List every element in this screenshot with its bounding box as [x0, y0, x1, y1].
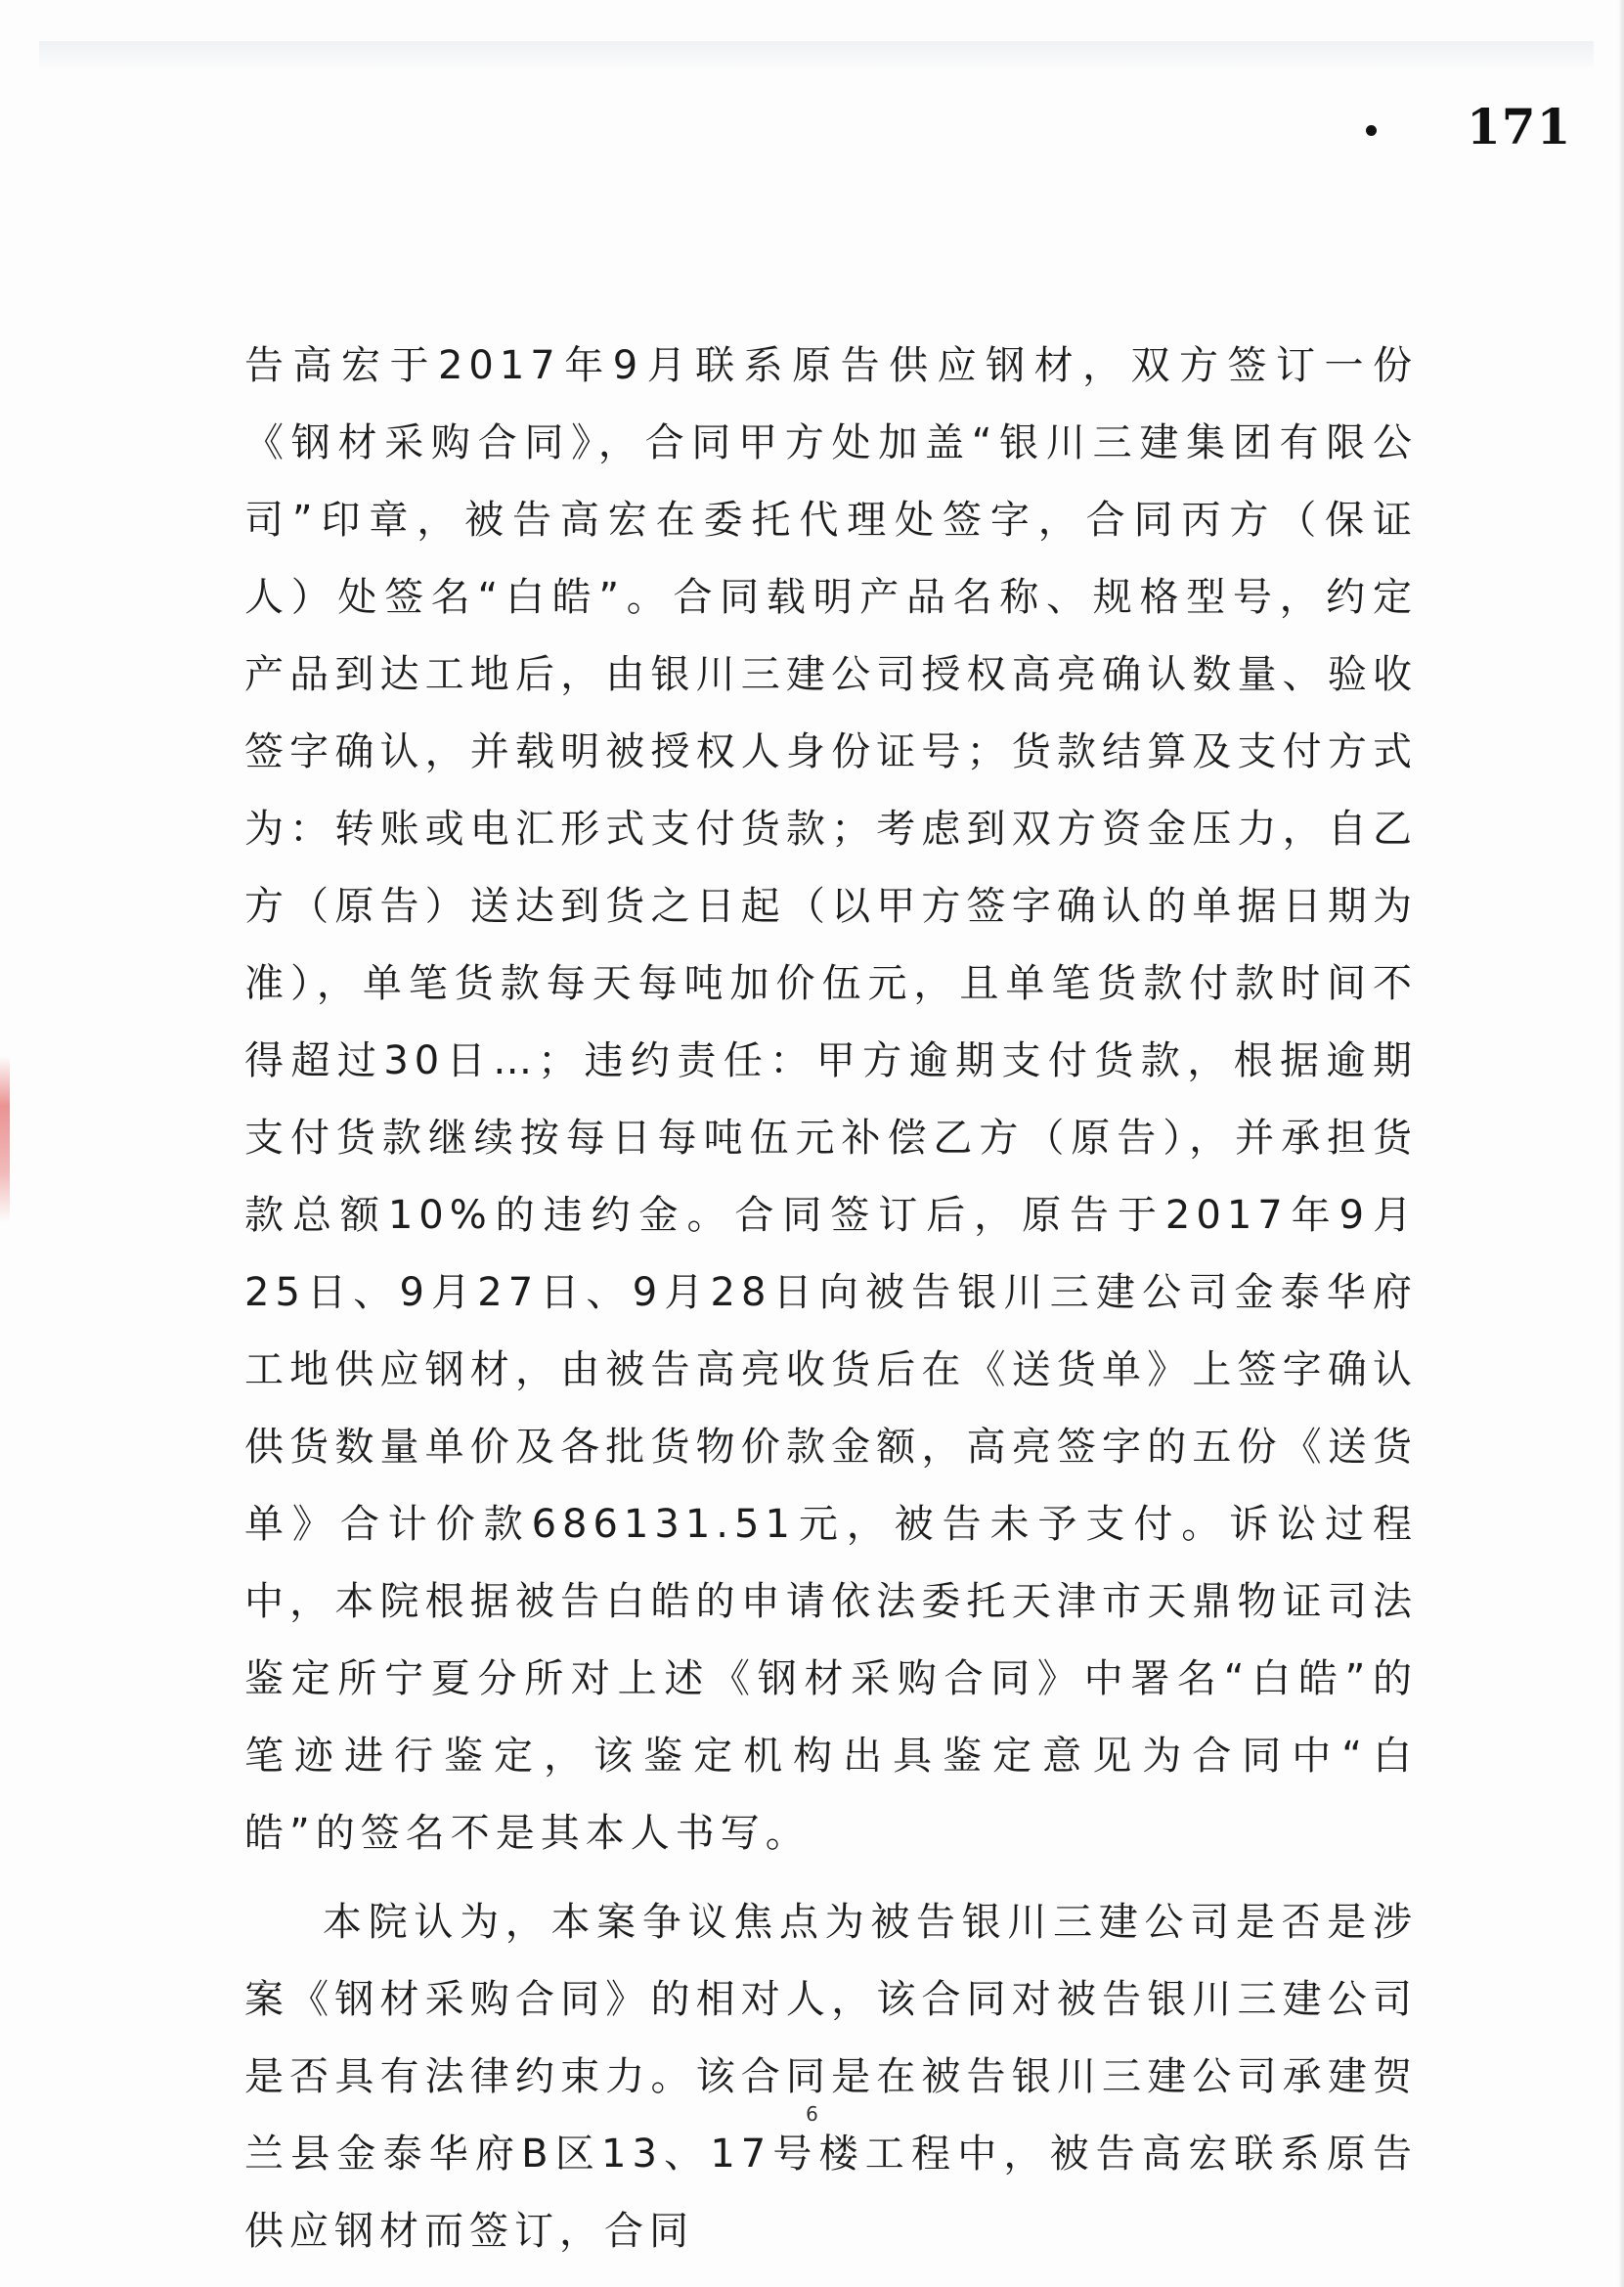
seal-stamp-bleed [0, 1056, 10, 1222]
scan-top-band [39, 41, 1594, 70]
stamped-page-number: 171 [1467, 98, 1572, 155]
paragraph-2: 本院认为，本案争议焦点为被告银川三建公司是否是涉案《钢材采购合同》的相对人，该合同对被告银川三建公司是否具有法律约束力。该合同是在被告银川三建公司承建贺兰县金泰华府B区13、17号楼工程中，被告高宏联系原告供应钢材而签订，合同 [244, 1900, 1418, 2254]
footer-page-number: 6 [806, 2102, 818, 2126]
body-text [244, 328, 1418, 2270]
paragraph-1: 告高宏于2017年9月联系原告供应钢材，双方签订一份《钢材采购合同》，合同甲方处加盖“银川三建集团有限公司”印章，被告高宏在委托代理处签字，合同丙方（保证人）处签名“白皓”。合同载明产品名称、规格型号，约定产品到达工地后，由银川三建公司授权高亮确认数量、验收签字确认，并载明被授权人身份证号；货款结算及支付方式为：转账或电汇形式支付货款；考虑到双方资金压力，自乙方（原告）送达到货之日起（以甲方签字确认的单据日期为准），单笔货款每天每吨加价伍元，且单笔货款付款时间不得超过30日…；违约责任：甲方逾期支付货款，根据逾期支付货款继续按每日每吨伍元补偿乙方（原告），并承担货款总额10%的违约金。合同签订后，原告于2017年9月25日、9月27日、9月28日向被告银川三建公司金泰华府工地供应钢材，由被告高亮收货后在《送货单》上签字确认供货数量单价及各批货物价款金额，高亮签字的五份《送货单》合计价款686131.51元，被告未予支付。诉讼过程中，本院根据被告白皓的申请依法委托天津市天鼎物证司法鉴定所宁夏分所对上述《钢材采购合同》中署名“白皓”的笔迹进行鉴定，该鉴定机构出具鉴定意见为合同中“白皓”的签名不是其本人书写。 [244, 343, 1418, 1856]
scan-right-edge [1618, 0, 1624, 2287]
header-bullet-dot [1366, 125, 1377, 136]
